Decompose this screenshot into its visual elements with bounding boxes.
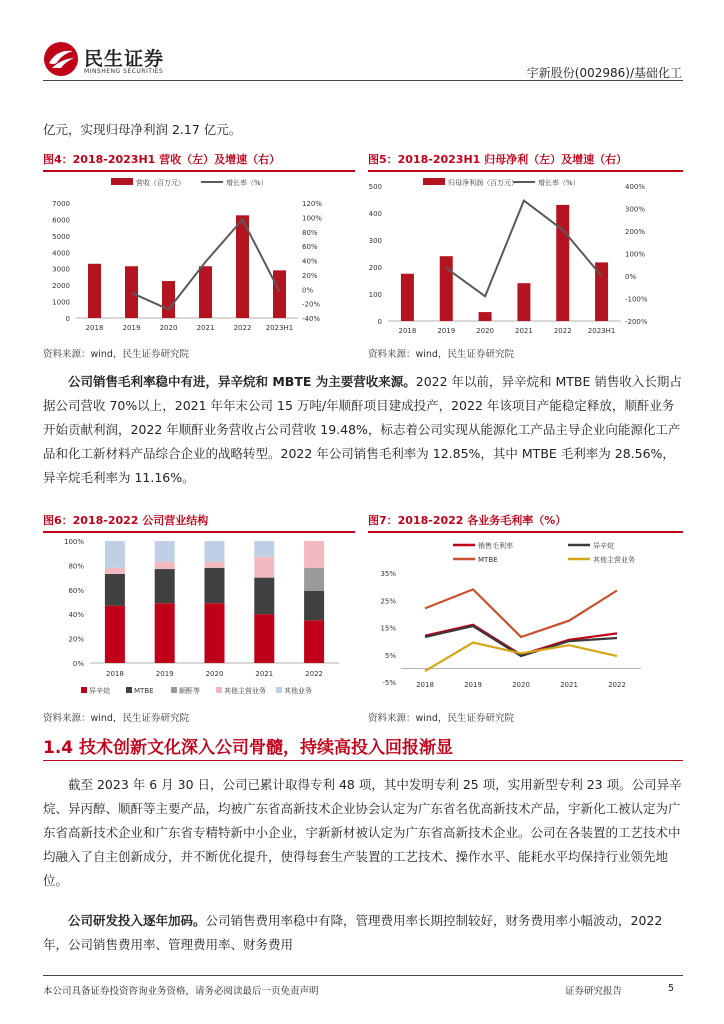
fig4-right-tick: 100% xyxy=(302,214,323,223)
fig5-growth-line xyxy=(446,201,601,297)
fig4-title: 图4：2018-2023H1 营收（左）及增速（右） xyxy=(43,151,355,172)
stock-title: 宇新股份(002986)/基础化工 xyxy=(526,66,682,80)
fig7-legend-label: MTBE xyxy=(478,556,498,564)
fig4-left-tick: 1000 xyxy=(52,298,70,307)
fig6-bar-segment xyxy=(155,562,175,569)
brand-logo-icon xyxy=(43,41,79,77)
fig7-legend-label: 销售毛利率 xyxy=(478,542,513,550)
fig7-x-tick: 2018 xyxy=(416,681,434,689)
fig6-y-tick: 0% xyxy=(72,660,84,668)
fig6-x-tick: 2019 xyxy=(155,670,174,678)
fig5-bar xyxy=(517,283,530,321)
fig4-right-tick: 40% xyxy=(302,257,318,266)
fig6-legend-swatch xyxy=(126,687,132,693)
fig6-bar-segment xyxy=(254,541,274,557)
fig4-legend-bar-label: 营收（百万元） xyxy=(136,179,185,187)
fig6-bar-segment xyxy=(254,557,274,578)
fig7-y-tick: 15% xyxy=(380,624,396,633)
fig6-y-tick: 80% xyxy=(68,562,84,571)
fig5-left-tick: 300 xyxy=(368,237,382,245)
fig5-left-tick: 200 xyxy=(368,264,382,272)
fig5-legend-bar-label: 归母净利润（百万元） xyxy=(448,179,518,187)
fig7-legend-label: 异辛烷 xyxy=(593,542,614,550)
fig4-right-tick: -20% xyxy=(302,300,321,309)
fig4-left-tick: 3000 xyxy=(52,265,70,274)
fig6-bar-segment xyxy=(155,541,175,562)
fig4-right-tick: 0% xyxy=(302,286,314,295)
fig4-bar xyxy=(162,281,175,318)
fig4-bar xyxy=(125,266,138,318)
fig5-right-tick: 200% xyxy=(625,228,646,236)
fig6-bar-segment xyxy=(254,614,274,663)
fig4-left-tick: 0 xyxy=(65,315,70,323)
fig7-legend-label: 其他主营业务 xyxy=(593,556,635,564)
fig5-x-tick: 2021 xyxy=(515,327,533,335)
fig4-x-tick: 2022 xyxy=(233,324,252,332)
page-number: 5 xyxy=(668,983,675,994)
paragraph-revenue-structure xyxy=(43,370,683,490)
fig4-left-tick: 7000 xyxy=(52,200,70,208)
fig4-legend-line-label: 增长率（%） xyxy=(226,179,268,187)
fig4-x-tick: 2021 xyxy=(196,324,215,332)
fig4-right-tick: 120% xyxy=(302,200,323,208)
fig6-legend-label: 顺酐等 xyxy=(179,687,200,695)
fig7-y-tick: 25% xyxy=(380,597,396,606)
section-divider xyxy=(43,760,683,761)
fig7-title: 图7：2018-2022 各业务毛利率（%） xyxy=(368,512,683,533)
fig5-right-tick: 0% xyxy=(625,273,637,281)
fig5-left-tick: 500 xyxy=(368,183,382,191)
fig4-bar xyxy=(88,264,101,318)
fig6-legend-swatch xyxy=(216,687,222,693)
fig6-y-tick: 40% xyxy=(68,611,84,620)
fig4-source: 资料来源：wind，民生证券研究院 xyxy=(43,349,189,360)
fig6-bar-segment xyxy=(304,591,324,620)
fig6-bar-segment xyxy=(205,603,225,663)
fig5-bar xyxy=(440,256,453,321)
fig7-x-tick: 2019 xyxy=(464,681,482,689)
fig4-left-tick: 5000 xyxy=(52,232,70,241)
fig4-x-tick: 2020 xyxy=(159,324,178,332)
fig6-bar-segment xyxy=(105,568,125,574)
footer-disclaimer: 本公司具备证券投资咨询业务资格，请务必阅读最后一页免责声明 xyxy=(43,986,319,997)
fig5-right-tick: -200% xyxy=(625,318,648,326)
fig6-bar-segment xyxy=(105,574,125,606)
fig4-left-tick: 4000 xyxy=(52,249,70,258)
fig4-bar xyxy=(236,215,249,318)
fig6-chart xyxy=(43,532,358,702)
fig6-title: 图6：2018-2022 公司营业结构 xyxy=(43,512,355,533)
paragraph-lead: 公司销售毛利率稳中有进，异辛烷和 MBTE 为主要营收来源。 xyxy=(68,374,416,389)
fig5-source: 资料来源：wind，民生证券研究院 xyxy=(368,349,514,360)
fig6-legend-label: 异辛烷 xyxy=(89,687,110,695)
fig6-legend-label: MTBE xyxy=(134,687,154,695)
fig7-x-tick: 2022 xyxy=(608,681,626,689)
fig5-right-tick: 300% xyxy=(625,205,646,214)
fig6-bar-segment xyxy=(105,606,125,663)
paragraph-body: 2022 年以前，异辛烷和 MTBE 销售收入长期占据公司营收 70%以上，2021 年年末公司 15 万吨/年顺酐项目建成投产，2022 年该项目产能稳定释放，顺酐业务开始贡献利润，2022 年顺酐业务营收占公司营收 19.48%，标志着公司实现从能源化工产品主导企业向能源化工产品和化工新材料产品综合企业的战略转型。2022 年公司销售毛利率为 12.85%，其中 MTBE 毛利率为 28.56%，异辛烷毛利率为 11.16%。 xyxy=(43,374,682,485)
fig4-bar xyxy=(273,270,286,318)
fig6-bar-segment xyxy=(155,569,175,603)
fig7-chart xyxy=(363,532,683,702)
fig5-x-tick: 2018 xyxy=(398,327,417,335)
fig5-bar xyxy=(479,312,492,321)
paragraph-rd xyxy=(43,909,683,957)
brand-name: 民生证券 xyxy=(84,48,165,70)
paragraph-lead: 公司研发投入逐年加码。 xyxy=(68,913,206,928)
fig5-right-tick: -100% xyxy=(625,295,648,304)
fig4-bar xyxy=(199,266,212,318)
fig6-bar-segment xyxy=(254,578,274,615)
fig6-y-tick: 60% xyxy=(68,586,84,595)
fig6-bar-segment xyxy=(205,568,225,603)
fig5-x-tick: 2023H1 xyxy=(587,327,616,335)
fig4-right-tick: -40% xyxy=(302,315,321,323)
footer-report-type: 证券研究报告 xyxy=(565,986,623,997)
brand-name-en: MINSHENG SECURITIES xyxy=(84,68,164,75)
fig7-source: 资料来源：wind，民生证券研究院 xyxy=(368,713,514,724)
fig6-legend-swatch xyxy=(171,687,177,693)
fig5-title: 图5：2018-2023H1 归母净利（左）及增速（右） xyxy=(368,151,683,172)
fig5-legend-line-label: 增长率（%） xyxy=(538,179,580,187)
fig5-left-tick: 400 xyxy=(368,210,382,218)
fig6-bar-segment xyxy=(155,603,175,663)
fig4-right-tick: 80% xyxy=(302,228,318,237)
fig7-series-line xyxy=(425,626,617,656)
fig6-x-tick: 2020 xyxy=(205,670,224,678)
fig6-y-tick: 20% xyxy=(68,635,84,644)
fig7-y-tick: 5% xyxy=(384,651,396,660)
fig5-chart xyxy=(363,172,683,340)
fig4-left-tick: 6000 xyxy=(52,216,70,225)
fig6-x-tick: 2018 xyxy=(105,670,124,678)
fig6-bar-segment xyxy=(304,620,324,663)
fig4-x-tick: 2023H1 xyxy=(265,324,294,332)
fig4-right-tick: 60% xyxy=(302,243,318,252)
fig6-source: 资料来源：wind，民生证券研究院 xyxy=(43,713,189,724)
fig6-x-tick: 2021 xyxy=(255,670,274,678)
fig5-left-tick: 100 xyxy=(368,291,382,299)
fig6-bar-segment xyxy=(304,568,324,591)
fig4-left-tick: 2000 xyxy=(52,282,70,291)
fig6-y-tick: 100% xyxy=(63,538,84,546)
fig6-legend-swatch xyxy=(81,687,87,693)
fig7-y-tick: 35% xyxy=(380,570,396,578)
fig5-x-tick: 2022 xyxy=(553,327,572,335)
fig5-left-tick: 0 xyxy=(377,318,382,326)
fig6-bar-segment xyxy=(205,541,225,562)
paragraph-body: 公司销售费用率稳中有降，管理费用率长期控制较好，财务费用率小幅波动，2022 年，公司销售费用率、管理费用率、财务费用 xyxy=(43,913,663,952)
fig5-x-tick: 2019 xyxy=(437,327,456,335)
fig4-x-tick: 2018 xyxy=(85,324,104,332)
footer-divider xyxy=(43,975,683,976)
fig4-legend-bar-swatch xyxy=(111,178,133,185)
fig5-right-tick: 400% xyxy=(625,183,646,191)
fig7-x-tick: 2021 xyxy=(560,681,578,689)
paragraph-patents: 截至 2023 年 6 月 30 日，公司已累计取得专利 48 项，其中发明专利 25 项，实用新型专利 23 项。公司异辛烷、异丙醇、顺酐等主要产品，均被广东省高新技术企业协会认定为广东省名优高新技术产品，宇新化工被认定为广东省高新技术企业和广东省专精特新中小企业，宇新新材被认定为广东省高新技术企业。公司在各装置的工艺技术中均融入了自主创新成分，并不断优化提升，使得每套生产装置的工艺技术、操作水平、能耗水平均保持行业领先地位。 xyxy=(43,777,682,888)
fig5-bar xyxy=(556,205,569,321)
fig5-bar xyxy=(401,274,414,321)
fig6-x-tick: 2022 xyxy=(305,670,324,678)
fig5-legend-bar-swatch xyxy=(423,178,445,185)
fig6-bar-segment xyxy=(105,541,125,568)
section-title: 1.4 技术创新文化深入公司骨髓，持续高投入回报渐显 xyxy=(43,738,454,758)
intro-text: 亿元，实现归母净利润 2.17 亿元。 xyxy=(43,122,242,137)
fig4-chart xyxy=(43,172,358,340)
header-divider xyxy=(43,80,683,81)
fig6-legend-swatch xyxy=(276,687,282,693)
fig6-legend-label: 其他主营业务 xyxy=(224,687,266,695)
fig6-bar-segment xyxy=(304,541,324,568)
fig7-y-tick: -5% xyxy=(382,679,396,687)
fig4-right-tick: 20% xyxy=(302,271,318,280)
fig4-x-tick: 2019 xyxy=(122,324,141,332)
fig6-legend-label: 其他业务 xyxy=(284,687,312,695)
fig7-x-tick: 2020 xyxy=(512,681,530,689)
fig6-bar-segment xyxy=(205,562,225,568)
fig5-x-tick: 2020 xyxy=(476,327,494,335)
fig5-right-tick: 100% xyxy=(625,250,646,259)
